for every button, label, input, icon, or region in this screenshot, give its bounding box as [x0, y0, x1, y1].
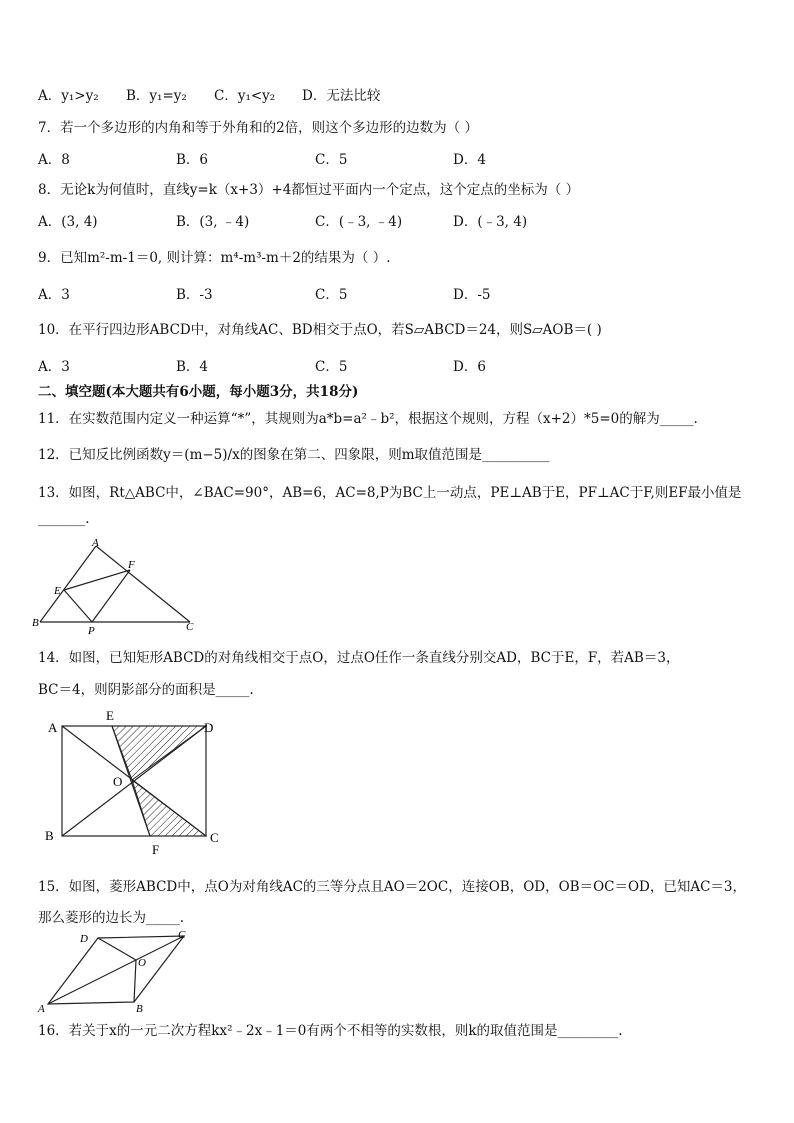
q14-label-f: F	[152, 842, 160, 857]
q14-rectangle-figure	[40, 706, 240, 856]
section-heading-fill-blank: 二、填空题(本大题共有6小题，每小题3分，共18分)	[38, 384, 359, 400]
q13-label-b: B	[32, 617, 39, 629]
q7-option-a: A．8	[38, 152, 70, 168]
q15-label-b: B	[136, 1003, 143, 1015]
q13-label-p: P	[88, 625, 95, 637]
q8-option-a: A．(3, 4)	[38, 214, 98, 230]
q16-stem: 16．若关于x的一元二次方程kx²﹣2x﹣1＝0有两个不相等的实数根，则k的取值范围是_________.	[38, 1023, 623, 1039]
q15-rhombus-figure	[34, 928, 204, 1014]
q9-option-d: D．-5	[453, 287, 491, 303]
q13-label-f: F	[128, 559, 135, 571]
q7-option-c: C．5	[315, 152, 348, 168]
q15-stem-line1: 15．如图，菱形ABCD中，点O为对角线AC的三等分点且AO＝2OC，连接OB，OD，OB＝OC＝OD，已知AC＝3，	[38, 879, 747, 895]
q13-stem: 13．如图，Rt△ABC中，∠BAC=90°，AB=6，AC=8,P为BC上一动点，PE⊥AB于E，PF⊥AC于F,则EF最小值是	[38, 485, 742, 501]
q13-answer-blank: _______.	[38, 511, 90, 527]
q14-stem-line1: 14．如图，已知矩形ABCD的对角线相交于点O，过点O任作一条直线分别交AD，BC于E，F，若AB＝3，	[38, 650, 680, 666]
q10-option-c: C．5	[315, 359, 348, 375]
q9-option-a: A．3	[38, 287, 70, 303]
q10-option-a: A．3	[38, 359, 70, 375]
q14-label-e: E	[106, 708, 114, 723]
q15-stem-line2: 那么菱形的边长为_____.	[38, 910, 185, 926]
q14-label-c: C	[210, 830, 219, 845]
q7-stem: 7．若一个多边形的内角和等于外角和的2倍，则这个多边形的边数为（ ）	[38, 120, 478, 136]
q15-label-d: D	[80, 933, 88, 945]
q8-option-c: C．(﹣3, ﹣4)	[315, 214, 403, 230]
q6-option-d: D．无法比较	[302, 88, 381, 104]
q15-label-a: A	[38, 1003, 45, 1015]
q13-label-e: E	[54, 585, 61, 597]
q9-stem: 9．已知m²-m-1＝0, 则计算：m⁴-m³-m＋2的结果为（ ）.	[38, 250, 391, 266]
q9-option-c: C．5	[315, 287, 348, 303]
q7-option-b: B．6	[176, 152, 209, 168]
q8-stem: 8．无论k为何值时，直线y=k（x+3）+4都恒过平面内一个定点，这个定点的坐标为（ ）	[38, 182, 580, 198]
q14-label-b: B	[45, 828, 54, 843]
q14-stem-line2: BC＝4，则阴影部分的面积是_____.	[38, 682, 254, 698]
q7-option-d: D．4	[453, 152, 486, 168]
q15-label-c: C	[178, 929, 186, 941]
q11-stem: 11．在实数范围内定义一种运算“*”，其规则为a*b=a²﹣b²，根据这个规则，方程（x+2）*5=0的解为_____.	[38, 411, 698, 427]
q15-label-o: O	[138, 957, 146, 969]
q6-option-c: C．y₁<y₂	[214, 88, 276, 104]
q6-option-a: A．y₁>y₂	[38, 88, 99, 104]
q14-label-o: O	[113, 774, 123, 789]
q8-option-d: D．(﹣3, 4)	[453, 214, 528, 230]
q10-option-b: B．4	[176, 359, 209, 375]
q13-label-a: A	[92, 537, 99, 549]
q6-option-b: B．y₁=y₂	[126, 88, 187, 104]
q14-label-a: A	[48, 720, 58, 735]
q14-label-d: D	[204, 720, 214, 735]
q10-option-d: D．6	[453, 359, 486, 375]
q9-option-b: B．-3	[176, 287, 213, 303]
q13-label-c: C	[186, 621, 194, 633]
q10-stem: 10．在平行四边形ABCD中，对角线AC、BD相交于点O，若S▱ABCD＝24，则S▱AOB＝( )	[38, 322, 602, 338]
q12-stem: 12．已知反比例函数y＝(m−5)/x的图象在第二、四象限，则m取值范围是__________	[38, 447, 550, 463]
q8-option-b: B．(3, ﹣4)	[176, 214, 250, 230]
q13-triangle-figure	[30, 536, 210, 636]
